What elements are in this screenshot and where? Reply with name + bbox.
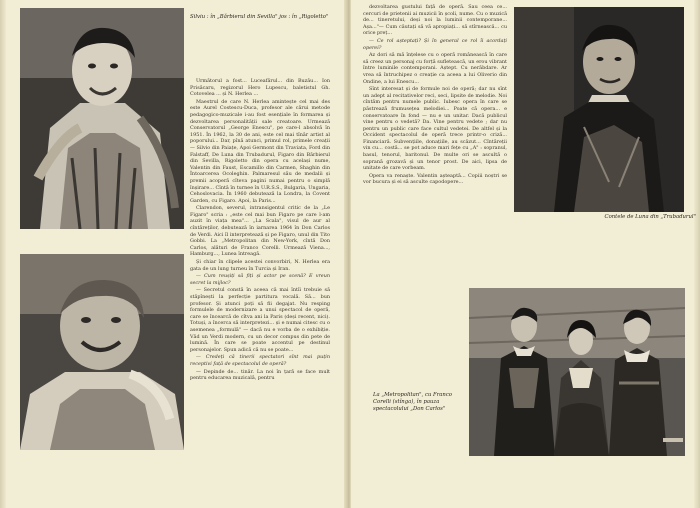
right-paragraph: dezvoltarea gustului față de operă. Sau ceea ce... cercuri de prietenii ai muzicii în școli, nume. Cu o muzică de... tineretului, deși noi la luminii contemporane... Așa..."— Cum căutați să vă apropiați... să stîrnească... cu orice preț... xyxy=(363,4,507,37)
right-paragraph: Az dori să mă înțelese cu o operă românească în care să creez un personaj cu forță sufletească, un erou vibrant între luminile contemporani. Aștept. Cu nerăbdare. Ar vrea să întruchipez o creație ca aceea a lui Oliverio din Ondine, a lui Enescu... xyxy=(363,52,507,85)
caption-right-middle: Contele de Luna din „Trubadurul" xyxy=(604,214,696,220)
left-paragraph: Clarendon, severul, intransigentul critic de la „Le Figaro" scria : „este cel mai bun Figaro pe care l-am auzit în viața mea"... „La Scala", visul de aur al cîntăreților, debutează în iarnarea 1964 în Don Carlos de Verdi. Aici îl interpretează și pe Figaro, unul din Tito Gobbi. La „Metropolitan din New-York, cîntă Don Carlos, alături de Franco Corelli. Urmează Viena..., Hamburg..., Lunea întreagă. xyxy=(190,205,330,258)
photo-count-di-luna xyxy=(514,7,684,212)
left-paragraph: — Secretul constă în aceea că mai întîi trebuie să stăpînești la perfecție partitura vocală. Să... bun profesor. Și atunci poți să fii degajat. Nu resping formulele de modernizare a unui spectacol de operă, care se încearcă de cîtva ani la Paris (deși recent, nici). Totuși, a încerca să interpretezi... și e numai citesc cu o asemenea „formulă" — dacă nu e vorba de o exhibiție. Văd un Verdi modern, cu un decor compus din pete de lumină. În care se poate accentul pe destinul personajelor. Spun adică că nu se poate... xyxy=(190,287,330,353)
right-paragraph: Sînt interesat și de formule noi de operă; dar nu sînt un adept al recitativelor reci, seci, lipsite de melodie. Noi cîntăm pentru numele public. Iubesc opera în care se păstrează frumusețea melodiei... Poate că opera... e conservatoare în fond — nu e un unitar. Dacă publicul vine pentru o vedetă? Da. Vine pentru vedete ; dar nu pentru un public care face cultul vedetei. De altfel și la Occident spectacolul de operă trece printr-o criză... Financiară. Subvențiile, donațiile, au scăzut... Cîntăreții vin cu... costă... se pot aduce mari fețe cu „A" : sopranul, basul, tenorul, baritonul. De multe ori se ascultă o soprană grozavă și un tenor prost. De aici, lipsa de unitate de care vorbeam. xyxy=(363,86,507,172)
caption-right-bottom: La „Metropolitan", cu Franco Corelli (stînga), în pauza spectacolului „Don Carlos" xyxy=(373,392,452,412)
photo-rigoletto-image xyxy=(20,254,184,450)
left-text-column xyxy=(190,78,330,498)
left-paragraph: Maestrul de care N. Herlea amintește cel mai des este Aurel Costescu-Duca, profesor ale cărui metode pedagogico-muzicale i-au fost esențiale în formarea și dezvoltarea personalității sale creatoare. Urmează Conservatorul „George Enescu", pe care-l absolvă în 1951. În 1962, la 30 de ani, este cel mai tînăr artist al poporului... Dar, pînă atunci, primul rol, primele creații — Silvio din Paiațe, Apoi Germont din Traviata, Ford din Falstaff, De Luna din Trubadurul, Figaro din Bărbierul din Sevilla, Rigoletto din opera cu același nume, Valentin din Faust, Escamillo din Carmen, Shaghin din Întoarcerea Ocoleghin. Palmaresul său de medalii și premii acoperă cîteva pagini numai pentru o simplă înșirare... Cîntă în turnee în U.R.S.S., Bulgaria, Ungaria, Cehoslovacia. În 1960 debutează la Londra, la Covent Garden, cu Figaro. Apoi, la Paris... xyxy=(190,98,330,204)
photo-rigoletto xyxy=(20,254,184,450)
photo-figaro-image xyxy=(20,8,184,229)
photo-di-luna-image xyxy=(514,7,684,212)
right-paragraph: Opera va renaște. Valentin așteaptă... Copiii noștri se vor bucura și ei să asculte capodopere... xyxy=(363,172,507,186)
photo-figaro-barber-of-seville xyxy=(20,8,184,229)
photo-don-carlos-image xyxy=(469,288,685,456)
left-paragraph: Și chiar în clipele acestei convorbiri, N. Herlea era gata de un lung turneu în Turcia și Iran. xyxy=(190,259,330,272)
right-text-column xyxy=(363,4,507,300)
left-paragraph: Următorul a fost... Luceafărul... din Buzău... Ion Prisăcaru, regizorul Hero Lupescu, baletistul Gh. Cotovelea ... și N. Herlea ... xyxy=(190,78,330,98)
right-page xyxy=(351,0,700,508)
left-paragraph: — Depinde de... tinăr. La noi în țară se face mult pentru educarea muzicală, pentru xyxy=(190,368,330,382)
right-question: — Ce rol așteptați? Și în general ce rol îi acordați operei? xyxy=(363,37,507,51)
photo-metropolitan-don-carlos xyxy=(469,288,685,456)
left-page xyxy=(0,0,347,508)
caption-top-left: Silviu : în „Bărbierul din Sevilla" jos : în „Rigoletto" xyxy=(190,14,329,20)
left-question: — Cum reușiți să fiți și actor pe scenă? E vreun secret la mijloc? xyxy=(190,273,330,286)
left-question: — Credeți că tinerii spectatori sînt mai puțin receptivi față de spectacolul de operă? xyxy=(190,354,330,367)
